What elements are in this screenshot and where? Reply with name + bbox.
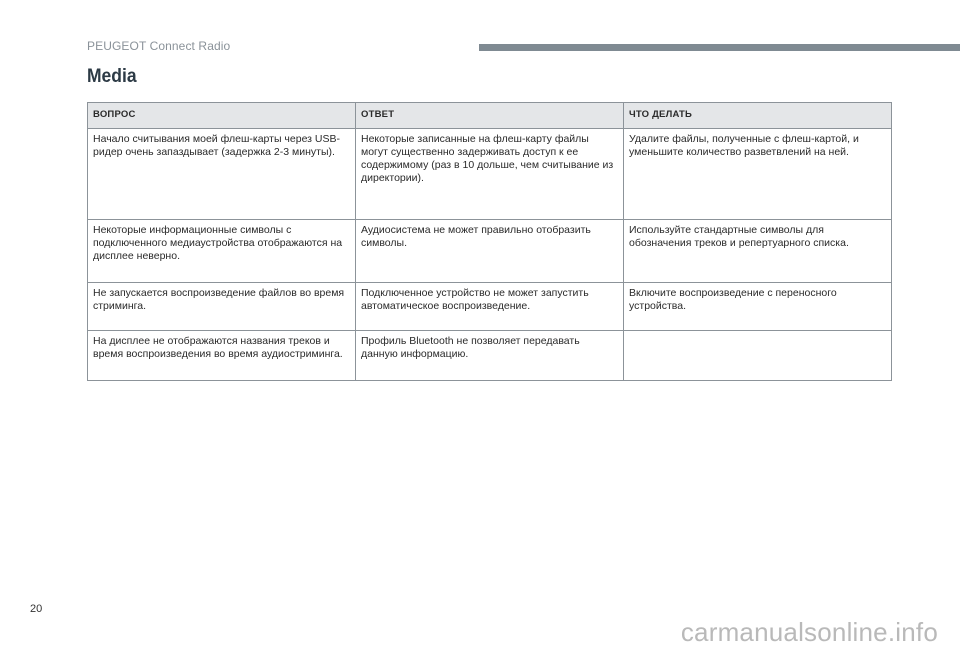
table-row [88,283,892,331]
watermark[interactable]: carmanualsonline.info [680,617,938,647]
column-header-question: ВОПРОС [88,103,356,129]
answer-cell: Некоторые записанные на флеш-карту файлы могут существенно задерживать доступ к ее содержимому (раз в 10 дольше, чем считывание из директории). [356,129,624,220]
table-row [88,129,892,220]
question-cell: Начало считывания моей флеш-карты через USB-ридер очень запаздывает (задержка 2-3 минуты). [88,129,356,220]
action-cell: Включите воспроизведение с переносного устройства. [624,283,892,331]
page-number: 20 [30,603,43,615]
question-cell: Не запускается воспроизведение файлов во время стриминга. [88,283,356,331]
table-row [88,331,892,381]
answer-cell: Подключенное устройство не может запустить автоматическое воспроизведение. [356,283,624,331]
action-cell [624,331,892,381]
column-header-action: ЧТО ДЕЛАТЬ [624,103,892,129]
table-row [88,220,892,283]
question-cell: На дисплее не отображаются названия треков и время воспроизведения во время аудиостриминга. [88,331,356,381]
header-bar [479,44,960,51]
header-label: PEUGEOT Connect Radio [87,39,231,53]
page-title: Media [87,66,137,87]
action-cell: Удалите файлы, полученные с флеш-картой, и уменьшите количество разветвлений на ней. [624,129,892,220]
table-header-row [88,103,892,129]
answer-cell: Профиль Bluetooth не позволяет передавать данную информацию. [356,331,624,381]
action-cell: Используйте стандартные символы для обозначения треков и репертуарного списка. [624,220,892,283]
faq-table [87,102,892,381]
column-header-answer: ОТВЕТ [356,103,624,129]
answer-cell: Аудиосистема не может правильно отобразить символы. [356,220,624,283]
question-cell: Некоторые информационные символы с подключенного медиаустройства отображаются на дисплее неверно. [88,220,356,283]
